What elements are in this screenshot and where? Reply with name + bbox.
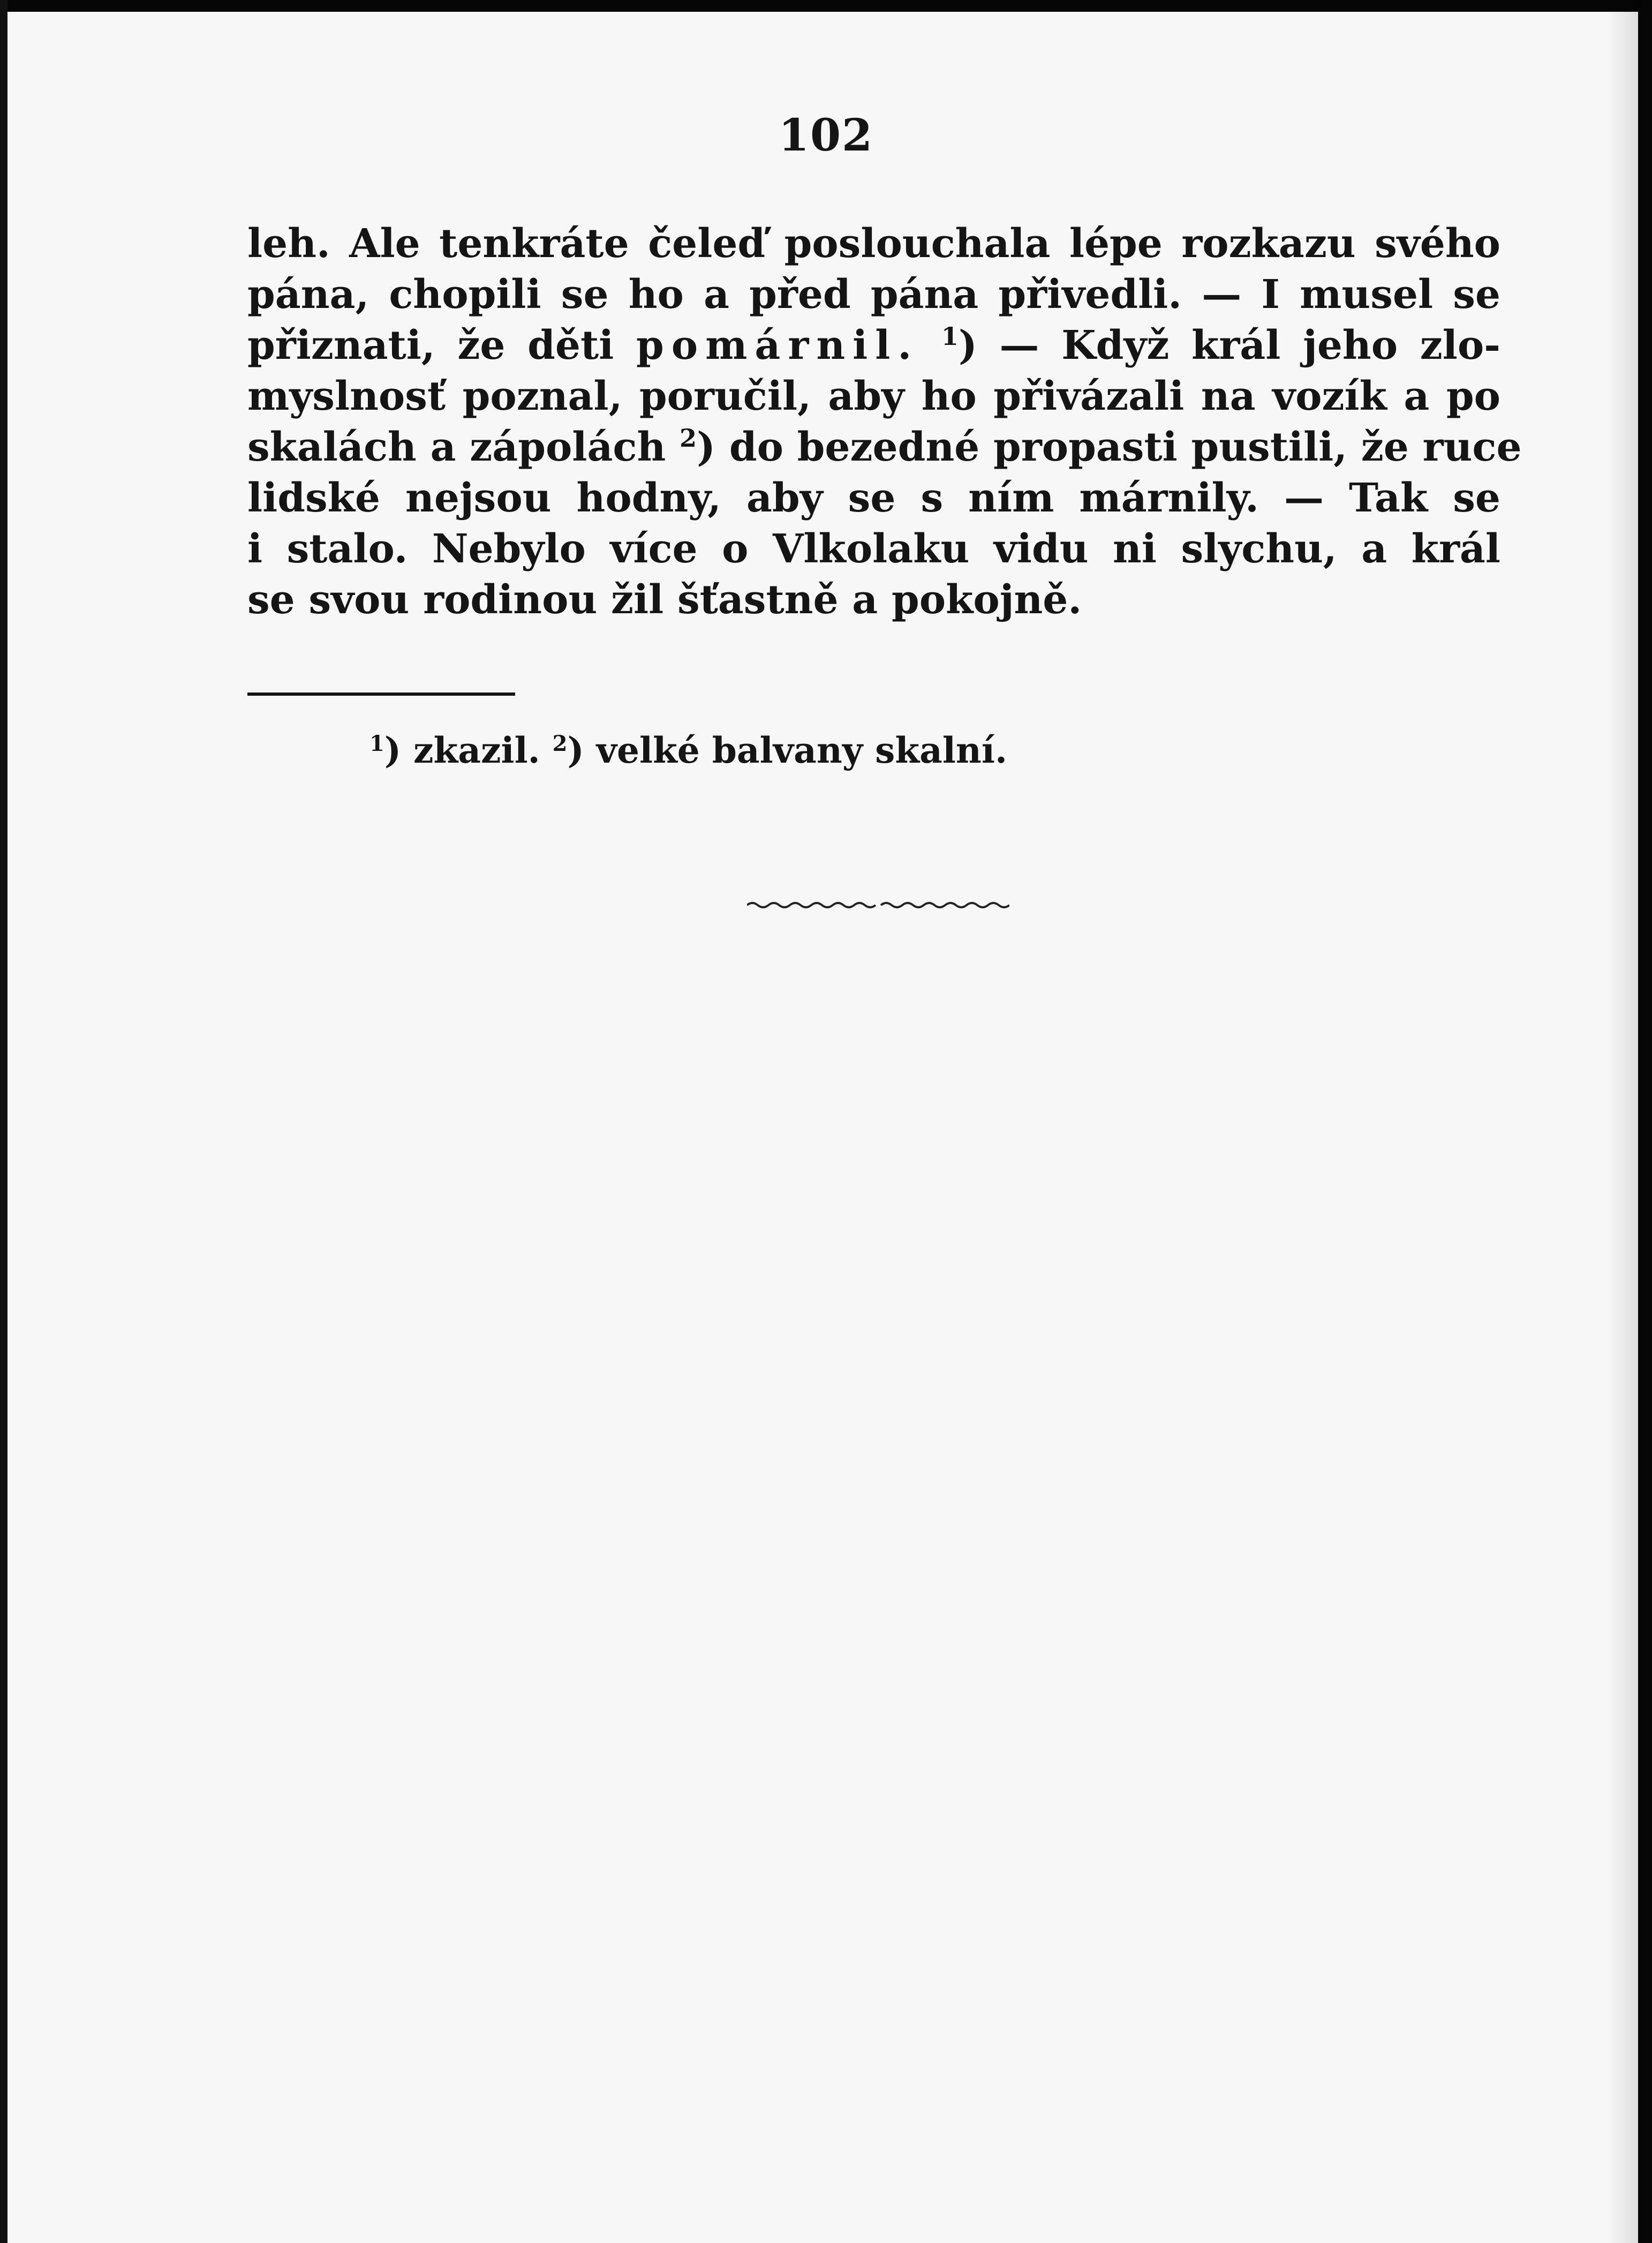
text-line: pána, chopili se ho a před pána přivedli. — I musel se — [247, 272, 1500, 318]
footnote-text: ) velké balvany skalní. — [567, 729, 1007, 771]
footnote-marker: 1 — [369, 731, 384, 756]
text-segment: přiznati, že děti — [247, 322, 636, 368]
body-text — [247, 219, 1522, 626]
footnote-separator — [247, 693, 515, 696]
page-number: 102 — [778, 110, 874, 161]
text-segment: ) — Když král jeho zlo- — [958, 322, 1500, 368]
emphasized-word: pomárnil. — [636, 322, 919, 368]
scan-border-top — [0, 0, 1652, 12]
text-line: lidské nejsou hodny, aby se s ním márnily. — Tak se — [247, 475, 1500, 521]
footnote-text: ) zkazil. — [384, 729, 553, 771]
footnote-reference: 2 — [680, 424, 697, 453]
text-segment: skalách a zápolách — [247, 424, 680, 470]
text-line: se svou rodinou žil šťastně a pokojně. — [247, 577, 1082, 623]
scan-border-right — [1638, 0, 1652, 2243]
text-segment: ) do bezedné propasti pustili, že ruce — [697, 424, 1522, 470]
text-line: leh. Ale tenkráte čeleď poslouchala lépe rozkazu svého — [247, 221, 1500, 267]
text-line — [247, 422, 1522, 473]
footnotes — [369, 729, 1007, 771]
text-line: i stalo. Nebylo více o Vlkolaku vidu ni slychu, a král — [247, 526, 1500, 572]
scan-shadow-right — [1606, 0, 1638, 2243]
wavy-ornament — [747, 899, 1009, 912]
footnote-marker: 2 — [552, 731, 568, 756]
text-line: myslnosť poznal, poručil, aby ho přivázali na vozík a po — [247, 373, 1500, 419]
scan-border-left — [0, 0, 7, 2243]
footnote-reference: 1 — [941, 322, 959, 351]
text-line — [247, 320, 1500, 371]
